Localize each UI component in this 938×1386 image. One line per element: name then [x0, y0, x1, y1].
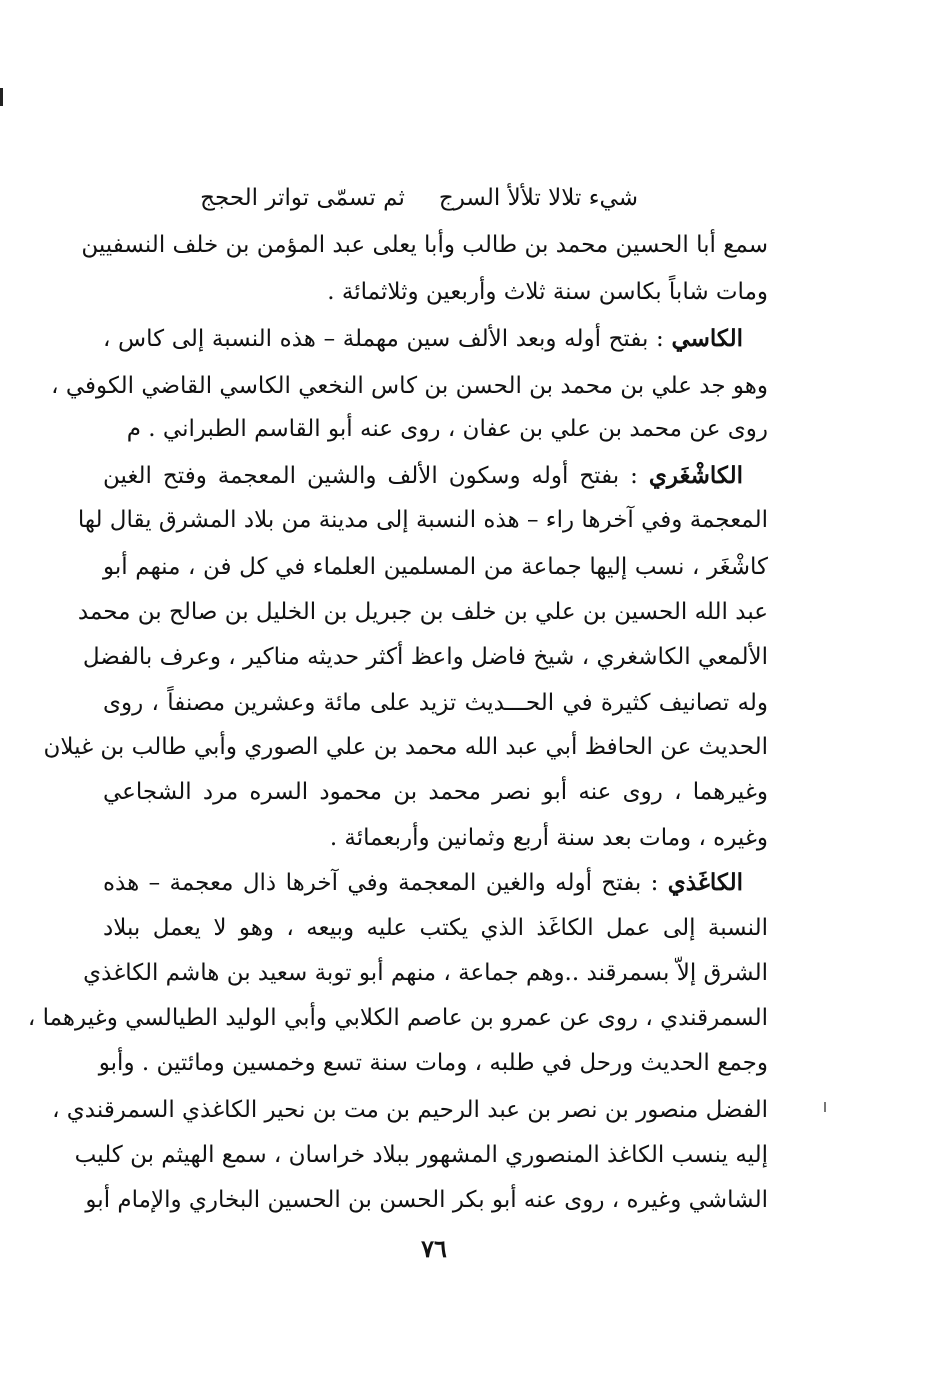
entry-headword: الكاسي	[671, 325, 743, 352]
text-line	[103, 908, 768, 948]
line-text: كاشْغَر ، نسب إليها جماعة من المسلمين العلماء في كل فن ، منهم أبو	[103, 554, 768, 580]
line-text: الفضل منصور بن نصر بن عبد الرحيم بن مت بن نحير الكاغذي السمرقندي ،	[52, 1097, 768, 1123]
text-line	[103, 772, 768, 812]
text-line	[103, 818, 768, 858]
line-text: وهو جد علي بن محمد بن الحسن بن كاس النخعي الكاسي القاضي الكوفي ،	[51, 373, 768, 399]
line-text: الشاشي وغيره ، روى عنه أبو بكر الحسن بن الحسين البخاري والإمام أبو	[85, 1187, 768, 1213]
line-text: وغيره ، ومات بعد سنة أربع وثمانين وأربعمائة .	[329, 825, 768, 851]
line-text: السمرقندي ، روى عن عمرو بن عاصم الكلابي وأبي الوليد الطيالسي وغيرهما ،	[27, 1005, 768, 1031]
text-line	[103, 683, 768, 723]
line-text: إليه ينسب الكاغذ المنصوري المشهور ببلاد خراسان ، سمع الهيثم بن كليب	[74, 1142, 768, 1168]
text-line	[103, 547, 768, 587]
line-text: روى عن محمد بن علي بن عفان ، روى عنه أبو القاسم الطبراني . م	[126, 416, 768, 442]
text-line	[83, 953, 768, 993]
line-text: الشرق إلاّ بسمرقند ..وهم جماعة ، منهم أبو توبة سعيد بن هاشم الكاغذي	[83, 960, 768, 986]
scan-edge-mark	[0, 88, 3, 106]
text-line	[82, 637, 768, 677]
text-line	[81, 225, 768, 265]
text-line	[27, 998, 768, 1038]
poetry-verse	[200, 178, 638, 218]
line-text: ومات شاباً بكاسن سنة ثلاث وأربعين وثلاثمائة .	[327, 279, 768, 305]
text-line	[103, 409, 768, 449]
text-line	[52, 1090, 768, 1130]
line-text: : بفتح أوله وبعد الألف سين مهملة – هذه النسبة إلى كاس ،	[103, 326, 672, 352]
line-text: : بفتح أوله والغين المعجمة وفي آخرها ذال معجمة – هذه	[103, 870, 668, 896]
line-text: وجمع الحديث ورحل في طلبه ، ومات سنة تسع وخمسين ومائتين . وأبو	[98, 1050, 768, 1076]
text-line	[103, 863, 743, 903]
text-line	[51, 366, 768, 406]
text-line	[103, 456, 743, 496]
line-text: النسبة إلى عمل الكاغَذ الذي يكتب عليه وبيعه ، وهو لا يعمل ببلاد	[103, 915, 768, 941]
page-number: ٧٦	[421, 1234, 447, 1263]
line-text: سمع أبا الحسين محمد بن طالب وأبا يعلى عبد المؤمن بن خلف النسفيين	[81, 232, 768, 258]
line-text: الحديث عن الحافظ أبي عبد الله محمد بن علي الصوري وأبي طالب بن غيلان	[43, 734, 768, 760]
verse-hemistich-1: شيء تلالا تلألأ السرج	[438, 185, 638, 211]
verse-hemistich-2: ثم تسمّى تواتر الحجج	[200, 185, 405, 211]
entry-headword: الكاشْغَري	[648, 462, 743, 489]
text-line	[85, 1180, 768, 1220]
line-text: : بفتح أوله وسكون الألف والشين المعجمة وفتح الغين	[103, 463, 649, 489]
text-line	[98, 1043, 768, 1083]
text-line	[77, 500, 768, 540]
line-text: عبد الله الحسين بن علي بن خلف بن جبريل بن الخليل بن صالح بن محمد	[77, 599, 768, 625]
text-line	[74, 1135, 768, 1175]
text-line	[103, 272, 768, 312]
line-text: وله تصانيف كثيرة في الحـــديث تزيد على مائة وعشرين مصنفاً ، روى	[103, 690, 768, 716]
text-line	[43, 727, 768, 767]
entry-headword: الكاغَذي	[667, 869, 743, 896]
text-line	[103, 319, 743, 359]
text-line	[77, 592, 768, 632]
line-text: المعجمة وفي آخرها راء – هذه النسبة إلى مدينة من بلاد المشرق يقال لها	[77, 507, 768, 533]
margin-tick	[824, 1102, 826, 1112]
line-text: وغيرهما ، روى عنه أبو نصر محمد بن محمود السره مرد الشجاعي	[103, 779, 768, 805]
line-text: الألمعي الكاشغري ، شيخ فاضل واعظ أكثر حديثه مناكير ، وعرف بالفضل	[82, 644, 768, 670]
